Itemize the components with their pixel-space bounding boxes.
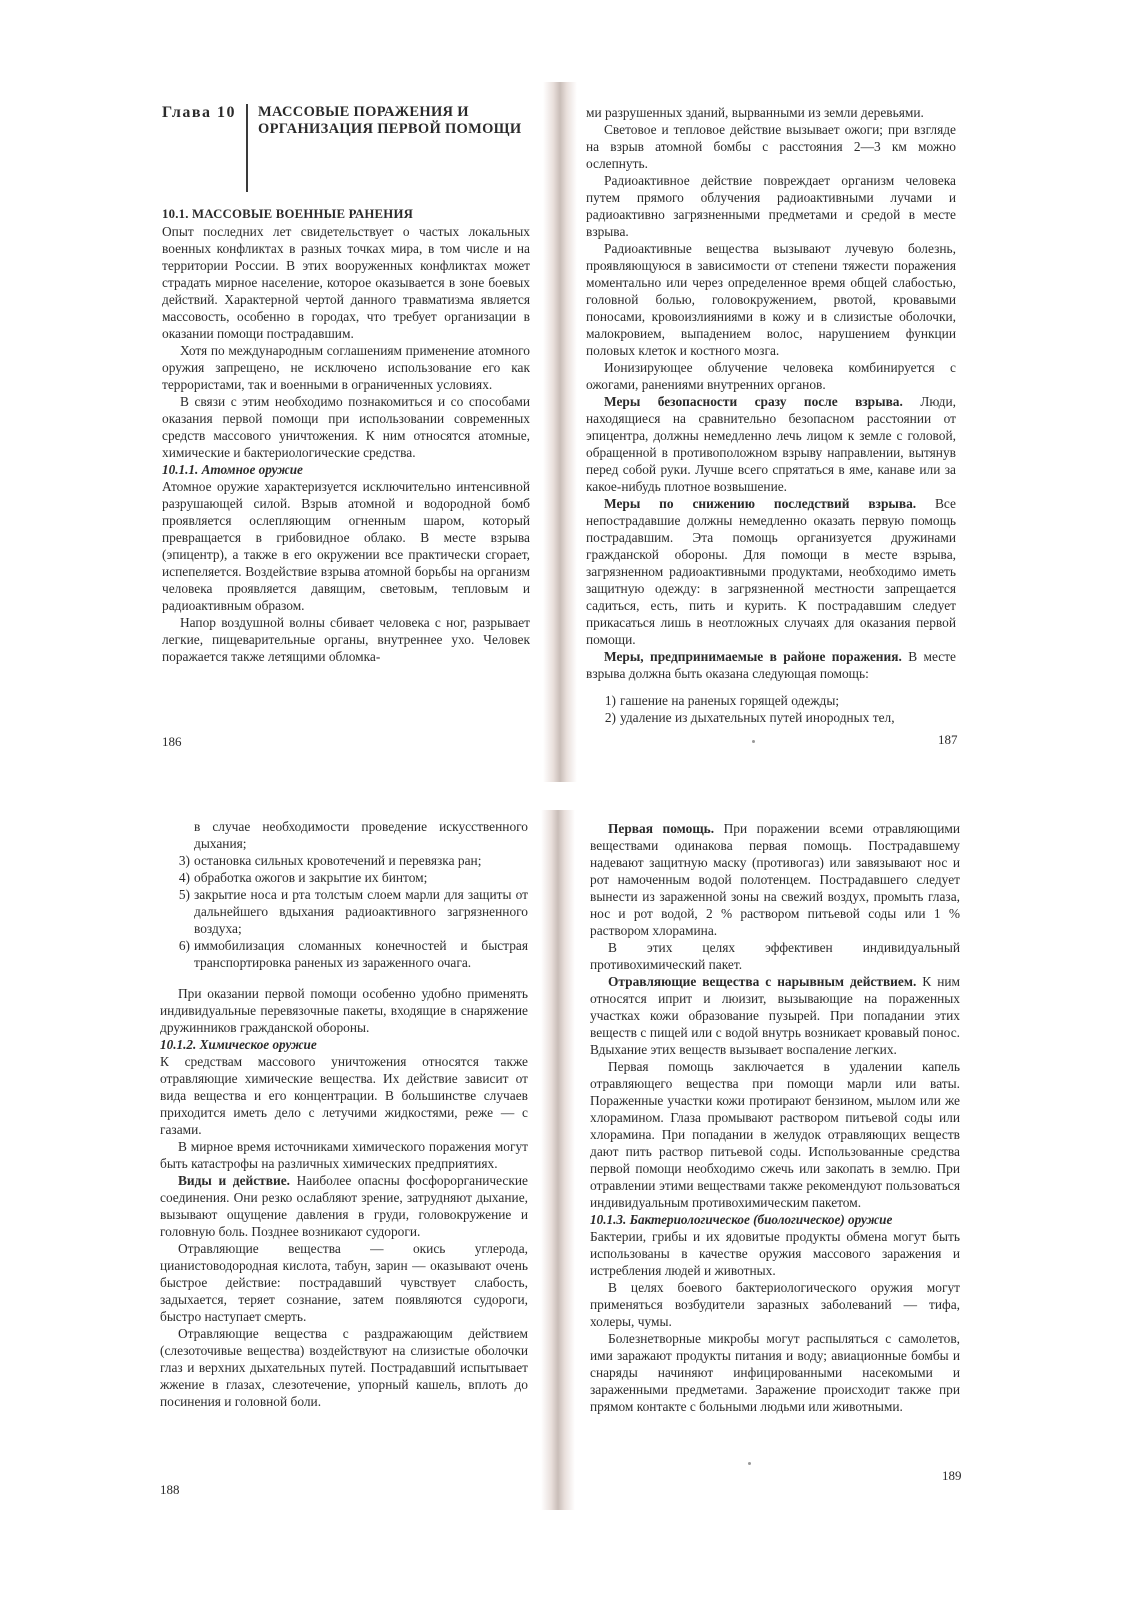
paragraph-with-lead (590, 820, 960, 939)
chapter-title: МАССОВЫЕ ПОРАЖЕНИЯ И ОРГАНИЗАЦИЯ ПЕРВОЙ ПОМОЩИ (258, 104, 522, 137)
list-number: 3) (178, 853, 190, 868)
paragraph: Световое и тепловое действие вызывает ожоги; при взгляде на взрыв атомной бомбы с расстояния 2—3 км можно ослепнуть. (586, 122, 956, 171)
paragraph: Бактерии, грибы и их ядовитые продукты обмена могут быть использованы в качестве оружия массового заражения и истребления людей и животных. (590, 1229, 960, 1278)
paragraph: В этих целях эффективен индивидуальный противохимический пакет. (590, 940, 960, 972)
paragraph-text: Наиболее опасны фосфорорганические соединения. Они резко ослабляют зрение, затрудняют дыхание, вызывают ощущение давления в груди, головокружение и головную боль. Позднее возникают судороги. (160, 1173, 528, 1239)
bold-lead-in: Меры по снижению последствий взрыва. (604, 496, 917, 511)
list-text: остановка сильных кровотечений и перевязка ран; (194, 853, 482, 868)
print-speck (748, 1462, 751, 1465)
paragraph: Ионизирующее облучение человека комбинируется с ожогами, ранениями внутренних органов. (586, 360, 956, 392)
chapter-divider (246, 104, 248, 192)
list-item (586, 709, 956, 726)
list-item (160, 852, 528, 869)
page-189-body (590, 820, 960, 1415)
page-186-body (162, 206, 530, 665)
paragraph: В мирное время источниками химического поражения могут быть катастрофы на различных химических предприятиях. (160, 1139, 528, 1171)
paragraph: В целях боевого бактериологического оружия могут применяться возбудители заразных заболеваний — тифа, холеры, чумы. (590, 1280, 960, 1329)
list-item (160, 869, 528, 886)
paragraph: Напор воздушной волны сбивает человека с ног, разрывает легкие, пищеварительные органы, внутреннее ухо. Человек поражается также летящими обломка- (162, 615, 530, 664)
paragraph: К средствам массового уничтожения относятся также отравляющие химические вещества. Их действие зависит от вида вещества и его концентрации. В большинстве случаев приходится иметь дело с летучими жидкостями, реже — с газами. (160, 1054, 528, 1137)
subsection-title: 10.1.3. Бактериологическое (биологическое) оружие (590, 1212, 893, 1227)
paragraph-with-lead (586, 648, 956, 682)
paragraph: В связи с этим необходимо познакомиться и со способами оказания первой помощи при использовании современных средств массового уничтожения. К ним относятся атомные, химические и бактериологические средства. (162, 394, 530, 460)
paragraph: ми разрушенных зданий, вырванными из земли деревьями. (586, 105, 924, 120)
paragraph: Опыт последних лет свидетельствует о частых локальных военных конфликтах в разных точках мира, в том числе и на территории России. В этих вооруженных конфликтах может страдать мирное население, которое оказывается в зоне боевых действий. Характерной чертой данного травматизма является массовость, особенно в городах, что требует организации в оказании помощи пострадавшим. (162, 224, 530, 341)
list-number: 1) (604, 693, 616, 708)
paragraph: Радиоактивное действие повреждает организм человека путем прямого облучения радиоактивными лучами и радиоактивно загрязненными предметами и средой в месте взрыва. (586, 173, 956, 239)
paragraph-with-lead (590, 973, 960, 1058)
aid-list (160, 852, 528, 971)
chapter-heading (162, 104, 542, 194)
paragraph: Отравляющие вещества с раздражающим действием (слезоточивые вещества) воздействуют на слизистые оболочки глаз и верхних дыхательных путей. Пострадавший испытывает жжение в глазах, слезотечение, упорный кашель, вплоть до посинения и головной боли. (160, 1326, 528, 1409)
paragraph: При оказании первой помощи особенно удобно применять индивидуальные перевязочные пакеты, входящие в снаряжение дружинников гражданской обороны. (160, 986, 528, 1035)
list-item (586, 692, 956, 709)
list-number: 6) (178, 938, 190, 953)
paragraph-text: При поражении всеми отравляющими веществами одинакова первая помощь. Пострадавшему надевают защитную маску (противогаз) или завязывают нос и рот намоченным водой полотенцем. Пострадавшего следует вынести из зараженной зоны на свежий воздух, промыть глаза, нос и рот водой, 2 % раствором питьевой соды или 1 % раствором хлорамина. (590, 821, 961, 938)
bold-lead-in: Виды и действие. (178, 1173, 290, 1188)
list-text: удаление из дыхательных путей инородных тел, (620, 710, 895, 725)
list-number: 2) (604, 710, 616, 725)
list-text: закрытие носа и рта толстым слоем марли для защиты от дальнейшего вдыхания радиоактивного загрязненного воздуха; (194, 887, 528, 936)
chapter-label: Глава 10 (162, 104, 236, 121)
book-gutter-shadow (543, 82, 577, 782)
paragraph-with-lead (586, 393, 956, 495)
paragraph-text: Люди, находящиеся на сравнительно безопасном расстоянии от эпицентра, должны немедленно лечь лицом к земле с головой, обращенной в противоположном взрыву направлении, вытянув перед собой руки. Лучше всего спрятаться в яме, канаве или за какое-нибудь плотное возвышение. (586, 394, 956, 494)
paragraph-with-lead (586, 495, 956, 648)
paragraph: Хотя по международным соглашениям применение атомного оружия запрещено, не исключено использование его как террористами, так и военными в ограниченных условиях. (162, 343, 530, 392)
page-number: 189 (942, 1468, 962, 1483)
paragraph: Радиоактивные вещества вызывают лучевую болезнь, проявляющуюся в зависимости от степени тяжести поражения моментально или через определенное время общей слабостью, головной болью, головокружением, рвотой, кровавыми поносами, кровоизлияниями в кожу и в слизистые оболочки, малокровием, выпадением волос, нарушением функции половых клеток и костного мозга. (586, 241, 956, 358)
list-item (160, 886, 528, 937)
page-number: 188 (160, 1482, 180, 1497)
subsection-title: 10.1.2. Химическое оружие (160, 1037, 317, 1052)
list-number: 4) (178, 870, 190, 885)
print-speck (752, 740, 755, 743)
page-187-body (586, 104, 956, 726)
list-item (160, 937, 528, 971)
list-text: иммобилизация сломанных конечностей и быстрая транспортировка раненых из зараженного очага. (194, 938, 528, 970)
page-188-body (160, 818, 528, 1410)
list-item-continued: в случае необходимости проведение искусственного дыхания; (194, 819, 528, 851)
page-number: 186 (162, 734, 182, 749)
page-number: 187 (938, 732, 958, 747)
book-gutter-shadow (541, 810, 575, 1510)
paragraph-text: В месте взрыва должна быть оказана следующая помощь: (586, 649, 956, 681)
paragraph: Болезнетворные микробы могут распыляться с самолетов, ими заражают продукты питания и воду; авиационные бомбы и снаряды начиняют инфицированными насекомыми и зараженными предметами. Заражение происходит также при прямом контакте с больными людьми или животными. (590, 1331, 960, 1414)
list-text: гашение на раненых горящей одежды; (620, 693, 840, 708)
aid-list (586, 692, 956, 726)
paragraph-with-lead (160, 1172, 528, 1240)
bold-lead-in: Меры безопасности сразу после взрыва. (604, 394, 903, 409)
bold-lead-in: Отравляющие вещества с нарывным действием. (608, 974, 917, 989)
bold-lead-in: Первая помощь. (608, 821, 715, 836)
paragraph: Отравляющие вещества — окись углерода, цианистоводородная кислота, табун, зарин — оказывают очень быстрое действие: пострадавший чувствует слабость, задыхается, теряет сознание, затем появляются судороги, быстро наступает смерть. (160, 1241, 528, 1324)
subsection-title: 10.1.1. Атомное оружие (162, 462, 303, 477)
paragraph-text: К ним относятся иприт и люизит, вызывающие на пораженных участках кожи образование пузырей. При попадании этих веществ с пищей или с водой внутрь возникает кровавый понос. Вдыхание этих веществ вызывает воспаление легких. (590, 974, 961, 1057)
paragraph: Первая помощь заключается в удалении капель отравляющего вещества при помощи марли или ваты. Пораженные участки кожи протирают бензином, мылом или же хлорамином. Глаза промывают раствором питьевой соды или хлорамина. При попадании в желудок отравляющих веществ дают пить раствор питьевой соды. Использованные средства первой помощи необходимо сжечь или закопать в землю. При отравлении этими веществами также рекомендуют пользоваться индивидуальным противохимическим пакетом. (590, 1059, 960, 1210)
list-number: 5) (178, 887, 190, 902)
spread-pages-188-189 (0, 800, 1131, 1600)
paragraph-text: Все непострадавшие должны немедленно оказать первую помощь пострадавшим. Эта помощь организуется дружинами гражданской обороны. Для помощи в месте взрыва, загрязненном радиоактивными продуктами, необходимо иметь защитную одежду: в загрязненной местности запрещается садиться, есть, пить и курить. К пострадавшим следует прикасаться лишь в неотложных случаях для оказания первой помощи. (586, 496, 956, 647)
bold-lead-in: Меры, предпринимаемые в районе поражения. (604, 649, 902, 664)
list-text: обработка ожогов и закрытие их бинтом; (194, 870, 428, 885)
section-title: 10.1. МАССОВЫЕ ВОЕННЫЕ РАНЕНИЯ (162, 207, 414, 221)
paragraph: Атомное оружие характеризуется исключительно интенсивной разрушающей силой. Взрыв атомной и водородной бомб проявляется ослепляющим огненным шаром, который превращается в грибовидное облако. В месте взрыва (эпицентр), а также в его окружении все практически сгорает, испепеляется. Воздействие взрыва атомной борьбы на организм человека проявляется давящим, световым, тепловым и радиоактивным образом. (162, 479, 530, 613)
